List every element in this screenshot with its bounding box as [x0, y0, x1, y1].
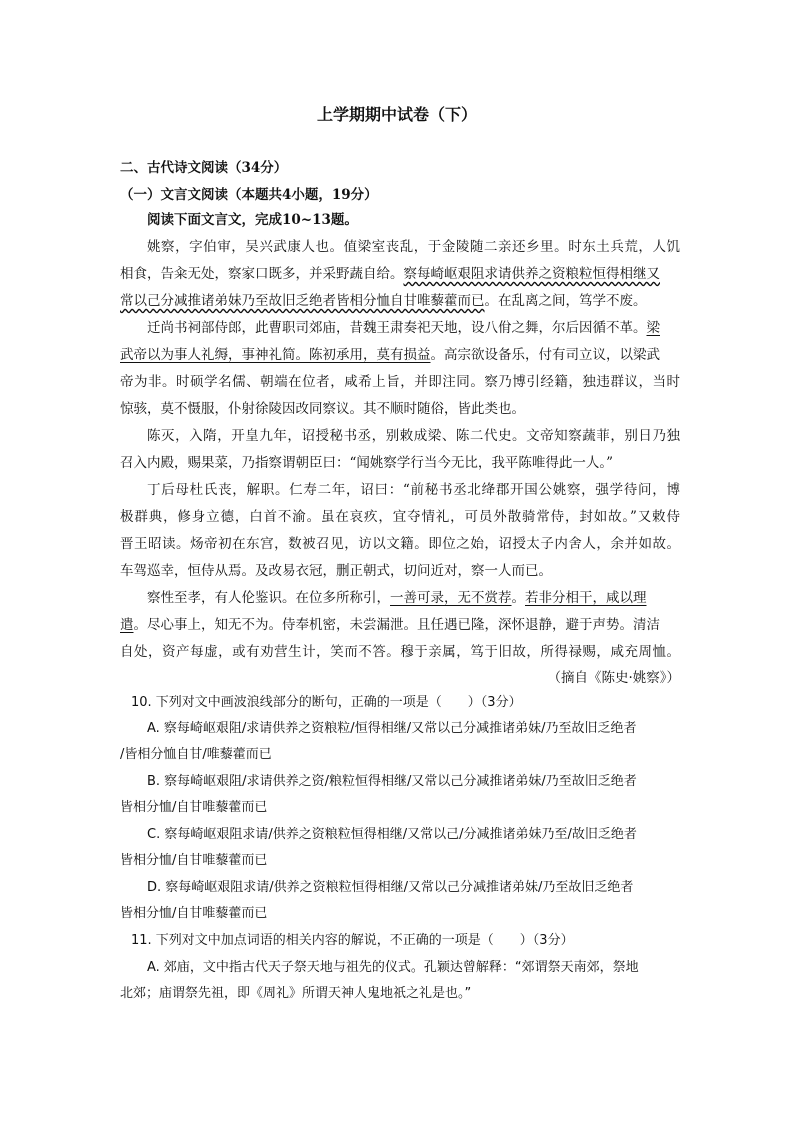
q10-option-b: B. 察每崎岖艰阻/求请供养之资/粮粒恒得相继/又常以己分减推诸弟妹/乃至故旧乏绝者 [147, 774, 637, 789]
q11-option-a-cont: 北郊；庙谓祭先祖，即《周礼》所谓天神人鬼地祇之礼是也。” [120, 986, 472, 1001]
underlined-text: 陈初承用，莫有损益 [309, 347, 431, 363]
instruction: 阅读下面文言文，完成10~13题。 [147, 212, 358, 228]
source-citation: （摘自《陈史·姚察》） [547, 670, 680, 686]
q10-option-a: A. 察每崎岖艰阻/求请供养之资粮粒/恒得相继/又常以己分减推诸弟妹/乃至故旧乏绝者 [147, 721, 637, 736]
underlined-text: 梁 [646, 320, 660, 336]
passage-line: 召入内殿，赐果菜，乃指察谓朝臣曰：“闻姚察学行当今无比，我平陈唯得此一人。” [120, 455, 614, 471]
passage-line [147, 587, 680, 609]
passage-line: 车驾巡幸，恒侍从焉。及改易衣冠，删正朝式，切问近对，察一人而已。 [120, 563, 552, 579]
passage-line: 极群典，修身立德，白首不渝。虽在哀疚，宜夺情礼，可员外散骑常侍，封如故。”又敕侍 [120, 509, 680, 525]
q10-option-b-cont: 皆相分恤/自甘唯藜藿而已 [120, 800, 268, 815]
section-heading: 二、古代诗文阅读（34分） [120, 160, 288, 176]
passage-text: 察性至孝，有人伦鉴识。在位多所称引， [147, 590, 390, 606]
passage-line [120, 344, 680, 366]
passage-line: 陈灭，入隋，开皇九年，诏授秘书丞，别敕成梁、陈二代史。文帝知察蔬菲，别日乃独 [147, 428, 680, 444]
passage-text: 。 [511, 590, 525, 606]
wavy-underlined-text: 察每崎岖艰阻求请供养之资粮粒恒得相继又 [403, 266, 660, 282]
passage-text: 。尽心事上，知无不为。侍奉机密，未尝漏泄。且任遇已隆，深怀退静，避于声势。清洁 [133, 617, 660, 633]
passage-line: 姚察，字伯审，吴兴武康人也。值梁室丧乱，于金陵随二亲还乡里。时东土兵荒，人饥 [147, 239, 680, 255]
q10-option-c: C. 察每崎岖艰阻求请/供养之资粮粒恒得相继/又常以己/分减推诸弟妹乃至/故旧乏绝者 [147, 827, 637, 842]
passage-line [120, 614, 680, 636]
question-11-stem: 11. 下列对文中加点词语的相关内容的解说，不正确的一项是（ ）（3分） [131, 933, 574, 948]
passage-line: 自处，资产每虚，或有劝营生计，笑而不答。穆于亲属，笃于旧故，所得禄赐，咸充周恤。 [120, 644, 680, 660]
passage-line [120, 263, 680, 285]
passage-text: 。在乱离之间，笃学不废。 [484, 293, 647, 309]
page-title: 上学期期中试卷（下） [316, 105, 477, 124]
subsection-heading: （一）文言文阅读（本题共4小题，19分） [120, 187, 378, 203]
question-10-stem: 10. 下列对文中画波浪线部分的断句，正确的一项是（ ）（3分） [131, 695, 522, 710]
passage-text: 相食，告籴无处，察家口既多，并采野蔬自给。 [120, 266, 404, 282]
passage-line: 晋王昭读。炀帝初在东宫，数被召见，访以文籍。即位之始，诏授太子内舍人，余并如故。 [120, 536, 680, 552]
underlined-text: 一善可录，无不赏荐 [390, 590, 512, 606]
underlined-text: 武帝以为事人礼缛，事神礼简。 [120, 347, 309, 363]
passage-text: 迁尚书祠部侍郎，此曹职司郊庙，昔魏王肃奏祀天地，设八佾之舞，尔后因循不革。 [147, 320, 647, 336]
q10-option-c-cont: 皆相分恤/自甘唯藜藿而已 [120, 853, 268, 868]
q10-option-d: D. 察每崎岖艰阻求请/供养之资粮粒恒得相继/又常以己分减推诸弟妹/乃至故旧乏绝者 [147, 880, 634, 895]
underlined-text: 遣 [120, 617, 134, 633]
passage-line [147, 317, 680, 339]
passage-line [120, 290, 680, 312]
q10-option-d-cont: 皆相分恤/自甘唯藜藿而已 [120, 906, 268, 921]
passage-line: 帝为非。时硕学名儒、朝端在位者，咸希上旨，并即注同。察乃博引经籍，独违群议，当时 [120, 374, 680, 390]
passage-text: 。高宗欲设备乐，付有司立议，以梁武 [430, 347, 660, 363]
underlined-text: 若非分相干，咸以理 [525, 590, 647, 606]
passage-line: 惊骇，莫不慑服，仆射徐陵因改同察议。其不顺时随俗，皆此类也。 [120, 401, 525, 417]
q10-option-a-cont: /皆相分恤自甘/唯藜藿而已 [120, 747, 272, 762]
q11-option-a: A. 郊庙，文中指古代天子祭天地与祖先的仪式。孔颖达曾解释：“郊谓祭天南郊，祭地 [147, 960, 639, 975]
passage-line: 丁后母杜氏丧，解职。仁寿二年，诏曰：“前秘书丞北绛郡开国公姚察，强学待问，博 [147, 482, 680, 498]
wavy-underlined-text: 常以己分减推诸弟妹乃至故旧乏绝者皆相分恤自甘唯藜藿而已 [120, 293, 485, 309]
